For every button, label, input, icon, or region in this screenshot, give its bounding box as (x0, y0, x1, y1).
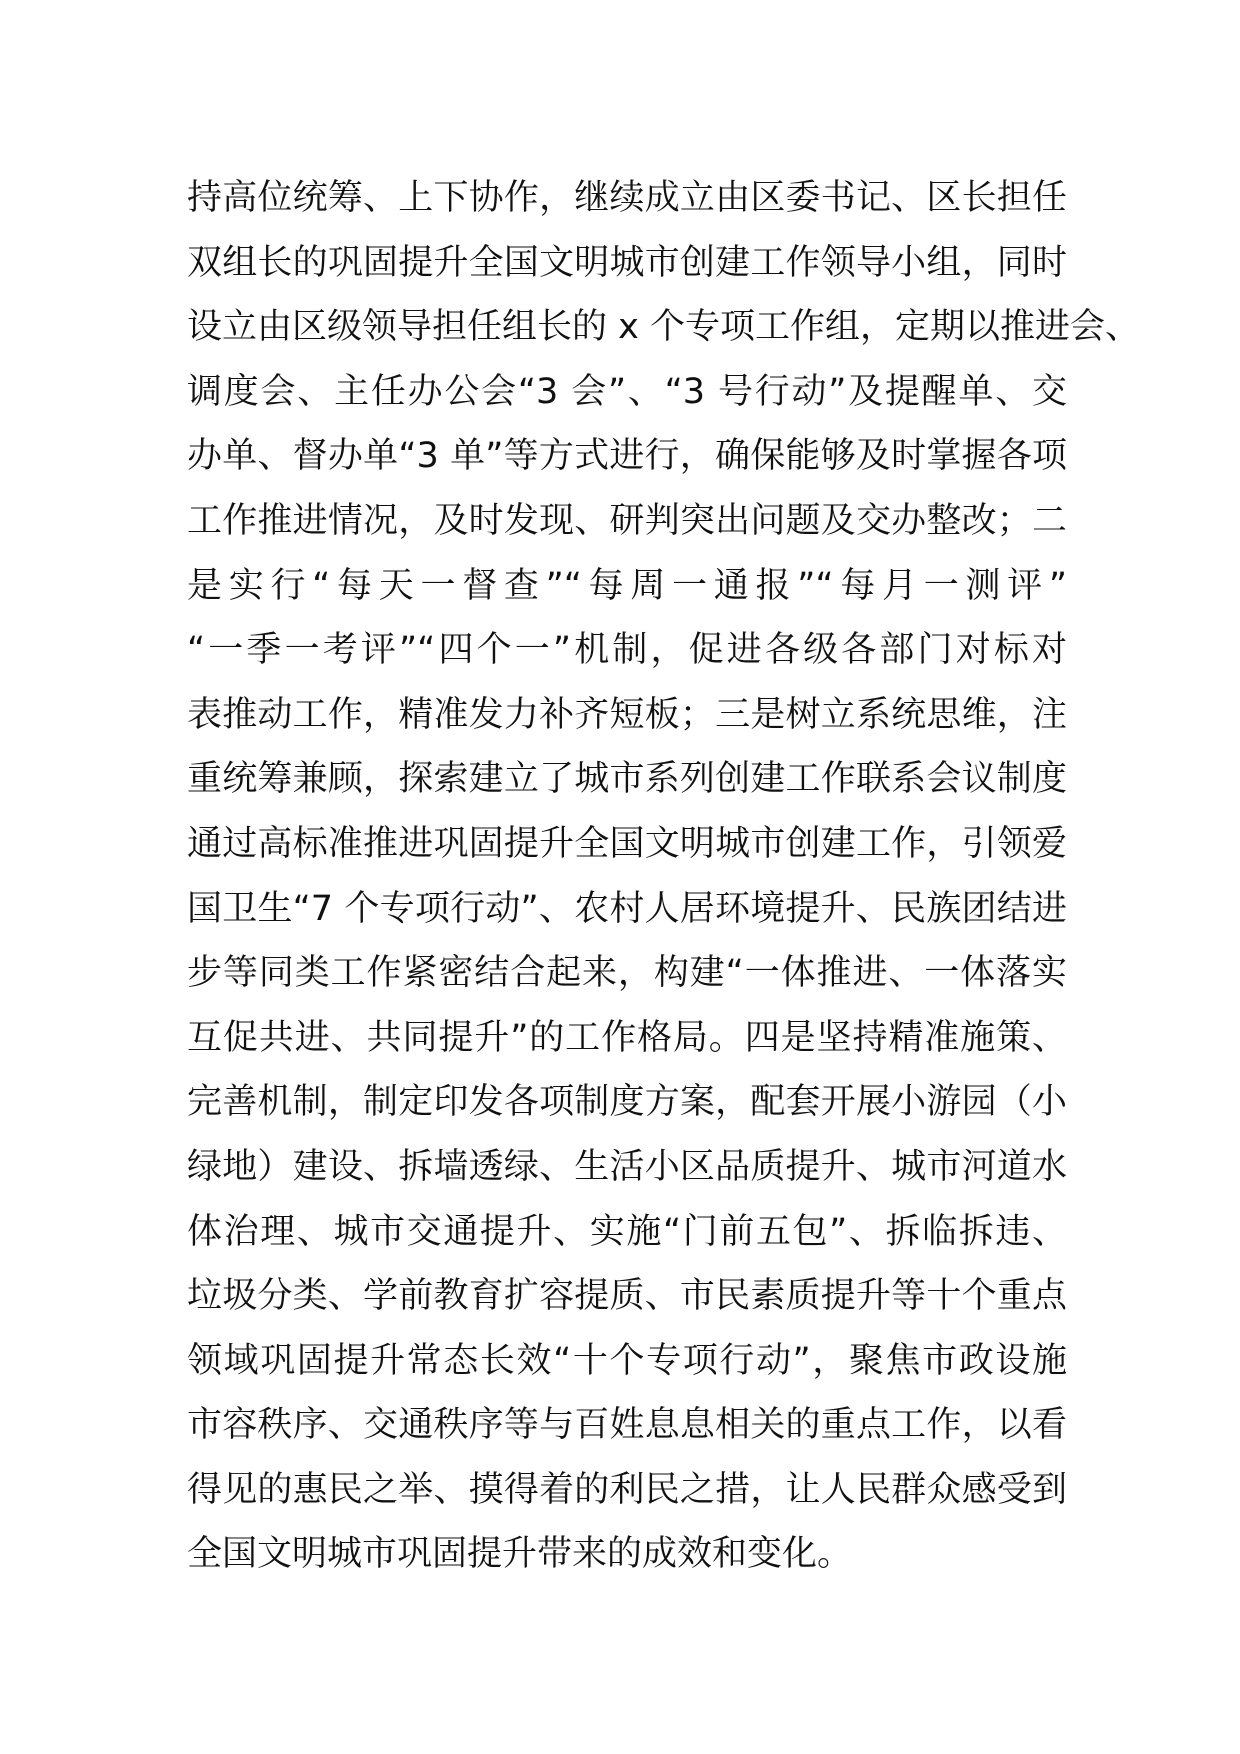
text-line: 设立由区级领导担任组长的 x 个专项工作组，定期以推进会、 (187, 307, 1140, 348)
text-line: 市容秩序、交通秩序等与百姓息息相关的重点工作，以看 (187, 1405, 1067, 1446)
text-line: 步等同类工作紧密结合起来，构建“一体推进、一体落实 (187, 953, 1067, 994)
text-line: 办单、督办单“3 单”等方式进行，确保能够及时掌握各项 (187, 436, 1067, 477)
text-line: 完善机制，制定印发各项制度方案，配套开展小游园（小 (187, 1082, 1067, 1123)
text-line: 国卫生“7 个专项行动”、农村人居环境提升、民族团结进 (187, 888, 1067, 929)
text-line: 工作推进情况，及时发现、研判突出问题及交办整改；二 (187, 500, 1067, 541)
text-line: 得见的惠民之举、摸得着的利民之措，让人民群众感受到 (187, 1469, 1067, 1510)
text-line: 调度会、主任办公会“3 会”、“3 号行动”及提醒单、交 (187, 371, 1067, 412)
text-line: 表推动工作，精准发力补齐短板；三是树立系统思维，注 (187, 694, 1067, 735)
text-line: 互促共进、共同提升”的工作格局。四是坚持精准施策、 (187, 1017, 1067, 1058)
text-line: 通过高标准推进巩固提升全国文明城市创建工作，引领爱 (187, 823, 1067, 864)
text-line: 是实行“每天一督查”“每周一通报”“每月一测评” (187, 565, 1067, 606)
body-paragraph (187, 166, 1140, 1587)
text-line: 垃圾分类、学前教育扩容提质、市民素质提升等十个重点 (187, 1276, 1067, 1317)
text-line: 持高位统筹、上下协作，继续成立由区委书记、区长担任 (187, 178, 1067, 218)
text-line: 重统筹兼顾，探索建立了城市系列创建工作联系会议制度 (187, 759, 1067, 800)
text-line: 全国文明城市巩固提升带来的成效和变化。 (187, 1534, 853, 1575)
text-line: 绿地）建设、拆墙透绿、生活小区品质提升、城市河道水 (187, 1146, 1067, 1187)
text-line: 双组长的巩固提升全国文明城市创建工作领导小组，同时 (187, 242, 1067, 283)
text-line: “一季一考评”“四个一”机制，促进各级各部门对标对 (187, 630, 1067, 671)
text-line: 领域巩固提升常态长效“十个专项行动”，聚焦市政设施 (187, 1340, 1067, 1381)
text-line: 体治理、城市交通提升、实施“门前五包”、拆临拆违、 (187, 1211, 1067, 1252)
